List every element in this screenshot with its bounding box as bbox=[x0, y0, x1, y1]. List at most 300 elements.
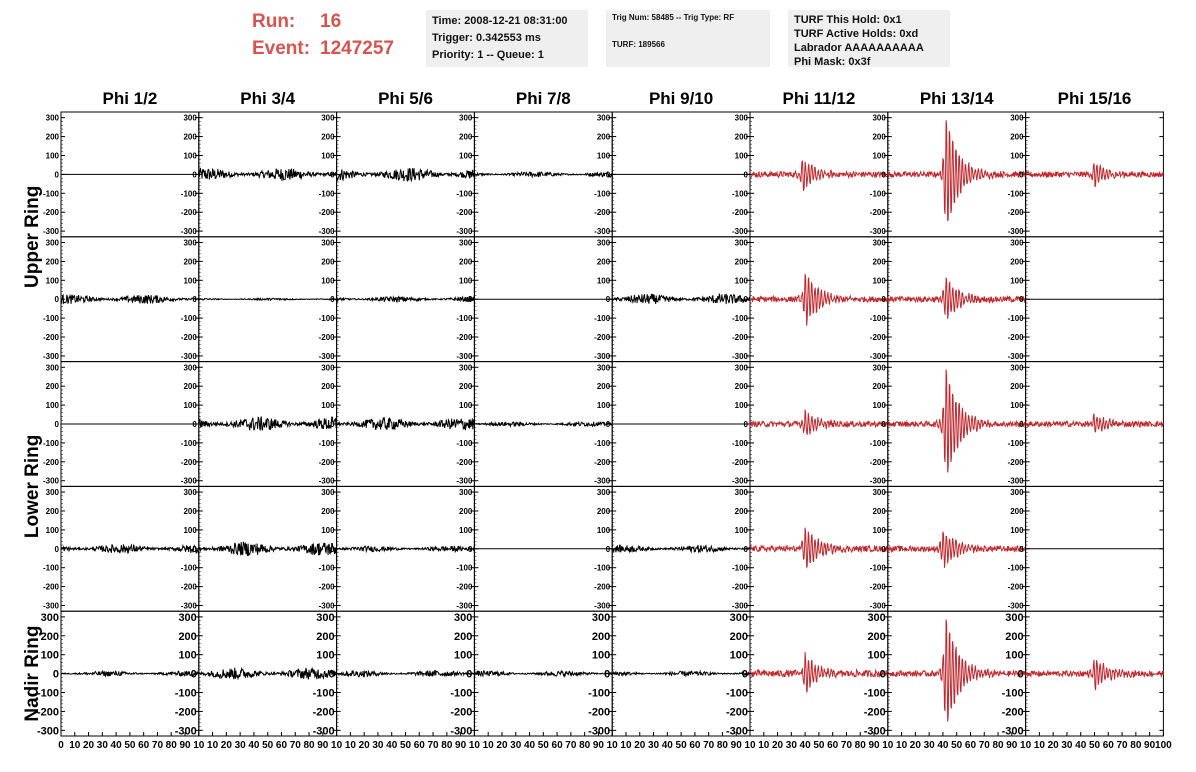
y-tick-label: 300 bbox=[596, 113, 611, 123]
y-tick-label: -200 bbox=[456, 208, 473, 218]
x-tick-label: 40 bbox=[248, 740, 260, 751]
x-tick-label: 10 bbox=[69, 740, 81, 751]
y-tick-label: 200 bbox=[45, 132, 59, 142]
y-tick-label: -200 bbox=[594, 582, 611, 592]
y-tick-label: -300 bbox=[36, 725, 59, 738]
y-tick-label: 100 bbox=[591, 649, 611, 662]
y-tick-label: 100 bbox=[734, 276, 748, 286]
y-tick-label: -100 bbox=[42, 189, 59, 199]
y-tick-label: 100 bbox=[454, 649, 473, 662]
y-tick-label: 100 bbox=[40, 649, 59, 662]
y-tick-label: 200 bbox=[321, 506, 335, 516]
waveform-trace bbox=[750, 161, 888, 191]
y-tick-label: 0 bbox=[1019, 544, 1024, 554]
priority-text: Priority: 1 -- Queue: 1 bbox=[432, 49, 544, 61]
y-tick-label: 300 bbox=[1005, 611, 1024, 624]
x-tick-label: 20 bbox=[82, 740, 95, 751]
y-tick-label: -100 bbox=[731, 438, 748, 448]
y-tick-label: 300 bbox=[321, 488, 335, 498]
y-tick-label: -100 bbox=[180, 189, 197, 199]
y-tick-label: 200 bbox=[872, 382, 886, 392]
y-tick-label: 300 bbox=[316, 611, 335, 624]
y-tick-label: 100 bbox=[734, 151, 748, 161]
y-tick-label: 0 bbox=[1017, 668, 1024, 681]
y-tick-label: 300 bbox=[1010, 363, 1024, 373]
y-tick-label: 200 bbox=[1010, 506, 1024, 516]
y-tick-label: 0 bbox=[192, 295, 197, 305]
y-tick-label: -100 bbox=[594, 563, 611, 573]
y-tick-label: -200 bbox=[1007, 582, 1024, 592]
y-tick-label: 0 bbox=[1019, 420, 1024, 429]
y-tick-label: 0 bbox=[881, 295, 886, 305]
y-tick-label: 100 bbox=[596, 276, 611, 286]
y-tick-label: 300 bbox=[459, 113, 473, 123]
waveform-trace bbox=[337, 168, 475, 181]
y-tick-label: -300 bbox=[594, 601, 611, 611]
y-tick-label: -300 bbox=[594, 351, 611, 361]
y-tick-label: -200 bbox=[725, 706, 748, 719]
y-tick-label: -100 bbox=[594, 189, 611, 199]
y-tick-label: 100 bbox=[321, 151, 335, 161]
y-tick-label: 100 bbox=[596, 401, 611, 411]
y-tick-label: -300 bbox=[1007, 351, 1024, 361]
y-tick-label: -200 bbox=[174, 706, 197, 719]
y-tick-label: -200 bbox=[450, 706, 473, 719]
y-tick-label: -200 bbox=[42, 333, 59, 343]
y-tick-label: -200 bbox=[312, 706, 335, 719]
y-tick-label: -100 bbox=[42, 563, 59, 573]
y-tick-label: -300 bbox=[869, 227, 886, 237]
y-tick-label: 200 bbox=[321, 382, 335, 392]
y-tick-label: 0 bbox=[192, 420, 197, 429]
y-tick-label: 200 bbox=[183, 506, 197, 516]
y-tick-label: 0 bbox=[467, 420, 473, 429]
y-tick-label: 300 bbox=[459, 488, 473, 498]
y-tick-label: 100 bbox=[183, 151, 197, 161]
y-tick-label: 0 bbox=[743, 544, 748, 554]
y-tick-label: 100 bbox=[1010, 525, 1024, 535]
y-tick-label: -200 bbox=[869, 582, 886, 592]
y-tick-label: -300 bbox=[450, 725, 473, 738]
y-tick-label: -200 bbox=[318, 457, 335, 467]
waveform-trace bbox=[199, 298, 337, 300]
y-tick-label: -200 bbox=[731, 333, 748, 343]
x-tick-label: 30 bbox=[96, 740, 108, 751]
x-tick-label: 40 bbox=[937, 740, 949, 751]
y-tick-label: -200 bbox=[1007, 208, 1024, 218]
y-tick-label: -200 bbox=[863, 706, 886, 719]
y-tick-label: 0 bbox=[54, 544, 59, 554]
y-tick-label: -300 bbox=[863, 725, 886, 738]
x-tick-label: 50 bbox=[813, 740, 825, 751]
y-tick-label: -100 bbox=[456, 563, 473, 573]
y-tick-label: 200 bbox=[596, 132, 611, 142]
waveform-trace bbox=[612, 294, 750, 304]
y-tick-label: 0 bbox=[54, 295, 59, 305]
phi-mask-text: Phi Mask: 0x3f bbox=[794, 56, 871, 68]
waveform-trace bbox=[199, 668, 337, 680]
y-tick-label: 200 bbox=[183, 132, 197, 142]
x-tick-label: 70 bbox=[427, 740, 439, 751]
column-title: Phi 13/14 bbox=[919, 89, 994, 108]
y-tick-label: -300 bbox=[588, 725, 611, 738]
y-tick-label: -200 bbox=[42, 208, 59, 218]
waveform-trace bbox=[474, 170, 612, 180]
x-tick-label: 40 bbox=[661, 740, 673, 751]
waveform-trace bbox=[888, 369, 1026, 472]
y-tick-label: 200 bbox=[872, 257, 886, 267]
y-tick-label: 100 bbox=[872, 401, 886, 411]
y-tick-label: 100 bbox=[596, 151, 611, 161]
waveform-trace bbox=[337, 295, 475, 305]
column-title: Phi 1/2 bbox=[102, 89, 158, 108]
x-tick-label: 60 bbox=[1102, 740, 1114, 751]
x-tick-label: 60 bbox=[964, 740, 977, 751]
y-tick-label: -300 bbox=[180, 227, 197, 237]
y-tick-label: 100 bbox=[872, 276, 886, 286]
y-tick-label: 100 bbox=[596, 525, 611, 535]
y-tick-label: -300 bbox=[731, 227, 748, 237]
waveform-trace bbox=[1026, 414, 1164, 432]
y-tick-label: -200 bbox=[731, 457, 748, 467]
x-tick-label: 10 bbox=[1033, 740, 1045, 751]
waveform-trace bbox=[888, 278, 1026, 319]
y-tick-label: 100 bbox=[183, 276, 197, 286]
x-tick-label: 20 bbox=[358, 740, 370, 751]
y-tick-label: -200 bbox=[869, 457, 886, 467]
y-tick-label: -100 bbox=[42, 314, 59, 324]
y-tick-label: 0 bbox=[328, 668, 335, 681]
y-tick-label: 100 bbox=[734, 525, 748, 535]
y-tick-label: 200 bbox=[1005, 630, 1024, 643]
x-tick-label: 0 bbox=[58, 740, 64, 751]
waveform-trace bbox=[1026, 163, 1164, 187]
y-tick-label: -200 bbox=[869, 208, 886, 218]
x-tick-label: 80 bbox=[992, 740, 1004, 751]
y-tick-label: 300 bbox=[734, 488, 748, 498]
x-tick-label: 10 bbox=[482, 740, 494, 751]
y-tick-label: 0 bbox=[743, 420, 748, 429]
y-tick-label: -200 bbox=[180, 208, 197, 218]
y-tick-label: 0 bbox=[192, 544, 197, 554]
x-tick-label: 70 bbox=[1116, 740, 1128, 751]
y-tick-label: 100 bbox=[178, 649, 197, 662]
column-title: Phi 3/4 bbox=[240, 89, 296, 108]
x-tick-label: 50 bbox=[1088, 740, 1101, 751]
y-tick-label: -200 bbox=[42, 457, 59, 467]
x-tick-label: 80 bbox=[165, 740, 177, 751]
y-tick-label: -300 bbox=[180, 476, 197, 486]
y-tick-label: -200 bbox=[456, 582, 473, 592]
waveform-trace bbox=[474, 422, 612, 426]
y-tick-label: -300 bbox=[180, 601, 197, 611]
y-tick-label: 200 bbox=[591, 630, 611, 643]
y-tick-label: 100 bbox=[321, 401, 335, 411]
y-tick-label: -300 bbox=[42, 476, 59, 486]
y-tick-label: -100 bbox=[1007, 563, 1024, 573]
y-tick-label: 200 bbox=[178, 630, 197, 643]
y-tick-label: 0 bbox=[879, 668, 886, 681]
y-tick-label: -300 bbox=[312, 725, 335, 738]
y-tick-label: -200 bbox=[42, 582, 59, 592]
y-tick-label: -200 bbox=[594, 333, 611, 343]
x-tick-label: 50 bbox=[262, 740, 274, 751]
y-tick-label: 0 bbox=[605, 295, 611, 305]
y-tick-label: 100 bbox=[321, 525, 335, 535]
ring-label: Lower Ring bbox=[22, 434, 43, 539]
x-tick-label: 10 bbox=[193, 740, 205, 751]
y-tick-label: -200 bbox=[318, 333, 335, 343]
turf-hold-text: TURF This Hold: 0x1 bbox=[794, 14, 902, 26]
x-tick-label: 40 bbox=[1075, 740, 1087, 751]
y-tick-label: -100 bbox=[318, 563, 335, 573]
x-tick-label: 90 bbox=[1144, 740, 1156, 751]
y-tick-label: 0 bbox=[466, 668, 473, 681]
y-tick-label: -300 bbox=[594, 476, 611, 486]
x-tick-label: 50 bbox=[675, 740, 687, 751]
y-tick-label: 100 bbox=[872, 151, 886, 161]
x-tick-label: 60 bbox=[689, 740, 701, 751]
run-value: 16 bbox=[320, 11, 342, 32]
y-tick-label: 200 bbox=[1010, 132, 1024, 142]
y-tick-label: -100 bbox=[1007, 314, 1024, 324]
x-tick-label: 90 bbox=[455, 740, 467, 751]
x-tick-label: 10 bbox=[468, 740, 480, 751]
y-tick-label: 300 bbox=[591, 611, 611, 624]
trig-num-text: Trig Num: 58485 -- Trig Type: RF bbox=[612, 13, 735, 22]
ring-label: Upper Ring bbox=[22, 185, 43, 288]
y-tick-label: 200 bbox=[321, 257, 335, 267]
y-tick-label: 200 bbox=[872, 132, 886, 142]
x-tick-label: 30 bbox=[1061, 740, 1073, 751]
y-tick-label: 100 bbox=[45, 151, 59, 161]
y-tick-label: -200 bbox=[456, 457, 473, 467]
waveform-trace bbox=[337, 417, 475, 430]
y-tick-label: -300 bbox=[731, 476, 748, 486]
y-tick-label: 300 bbox=[321, 238, 335, 248]
y-tick-label: -300 bbox=[725, 725, 748, 738]
x-tick-label: 40 bbox=[386, 740, 398, 751]
y-tick-label: 300 bbox=[1010, 113, 1024, 123]
y-tick-label: 0 bbox=[604, 668, 611, 681]
run-label: Run: bbox=[252, 11, 296, 32]
y-tick-label: -300 bbox=[594, 227, 611, 237]
y-tick-label: 300 bbox=[178, 611, 197, 624]
y-tick-label: 200 bbox=[321, 132, 335, 142]
x-tick-label: 30 bbox=[234, 740, 246, 751]
waveform-trace bbox=[61, 671, 199, 676]
x-tick-label: 20 bbox=[634, 740, 646, 751]
y-tick-label: 300 bbox=[454, 611, 473, 624]
y-tick-label: 100 bbox=[316, 649, 335, 662]
y-tick-label: 100 bbox=[45, 525, 59, 535]
y-tick-label: -300 bbox=[318, 601, 335, 611]
y-tick-label: 300 bbox=[734, 113, 748, 123]
y-tick-label: 0 bbox=[54, 170, 59, 180]
x-tick-label: 60 bbox=[138, 740, 150, 751]
y-tick-label: 200 bbox=[872, 506, 886, 516]
x-tick-label: 10 bbox=[882, 740, 894, 751]
y-tick-label: -100 bbox=[180, 563, 197, 573]
y-tick-label: 200 bbox=[729, 630, 748, 643]
y-tick-label: 300 bbox=[596, 363, 611, 373]
y-tick-label: -200 bbox=[1001, 706, 1024, 719]
x-tick-label: 20 bbox=[220, 740, 232, 751]
y-tick-label: -200 bbox=[731, 582, 748, 592]
y-tick-label: 100 bbox=[183, 525, 197, 535]
y-tick-label: -200 bbox=[594, 457, 611, 467]
y-tick-label: -200 bbox=[456, 333, 473, 343]
waveform-trace bbox=[888, 120, 1026, 221]
y-tick-label: -100 bbox=[594, 314, 611, 324]
turf-text: TURF: 189566 bbox=[612, 40, 665, 49]
y-tick-label: -300 bbox=[1001, 725, 1024, 738]
y-tick-label: 300 bbox=[459, 238, 473, 248]
y-tick-label: 0 bbox=[467, 295, 473, 305]
y-tick-label: 200 bbox=[596, 257, 611, 267]
x-tick-label: 20 bbox=[909, 740, 921, 751]
y-tick-label: -300 bbox=[869, 351, 886, 361]
y-tick-label: -100 bbox=[42, 438, 59, 448]
y-tick-label: -100 bbox=[1007, 189, 1024, 199]
y-tick-label: -100 bbox=[318, 189, 335, 199]
x-tick-label: 30 bbox=[785, 740, 797, 751]
y-tick-label: 300 bbox=[183, 363, 197, 373]
y-tick-label: 200 bbox=[183, 257, 197, 267]
y-tick-label: 0 bbox=[192, 170, 197, 180]
y-tick-label: 0 bbox=[1019, 170, 1024, 180]
y-tick-label: -200 bbox=[36, 706, 59, 719]
y-tick-label: 300 bbox=[45, 238, 59, 248]
y-tick-label: 200 bbox=[183, 382, 197, 392]
x-tick-label: 60 bbox=[551, 740, 563, 751]
x-tick-label: 90 bbox=[179, 740, 191, 751]
y-tick-label: -100 bbox=[869, 438, 886, 448]
waveform-trace bbox=[337, 546, 475, 552]
y-tick-label: 100 bbox=[734, 401, 748, 411]
x-tick-label: 90 bbox=[1006, 740, 1018, 751]
y-tick-label: -100 bbox=[1007, 438, 1024, 448]
y-tick-label: -100 bbox=[456, 189, 473, 199]
y-tick-label: -300 bbox=[174, 725, 197, 738]
y-tick-label: -100 bbox=[869, 314, 886, 324]
x-tick-label: 10 bbox=[620, 740, 632, 751]
waveform-trace bbox=[61, 544, 199, 553]
y-tick-label: -200 bbox=[588, 706, 611, 719]
waveform-trace bbox=[474, 671, 612, 677]
y-tick-label: -100 bbox=[588, 687, 611, 700]
y-tick-label: -100 bbox=[594, 438, 611, 448]
y-tick-label: 300 bbox=[1010, 238, 1024, 248]
y-tick-label: -100 bbox=[725, 687, 748, 700]
y-tick-label: 0 bbox=[54, 420, 59, 429]
y-tick-label: 200 bbox=[459, 132, 473, 142]
y-tick-label: 300 bbox=[321, 363, 335, 373]
x-tick-label: 70 bbox=[840, 740, 853, 751]
x-tick-label: 10 bbox=[1020, 740, 1032, 751]
x-tick-label: 10 bbox=[331, 740, 343, 751]
y-tick-label: 100 bbox=[867, 649, 886, 662]
y-tick-label: 100 bbox=[459, 151, 473, 161]
x-tick-label: 10 bbox=[207, 740, 219, 751]
y-tick-label: -200 bbox=[1007, 333, 1024, 343]
y-tick-label: 100 bbox=[45, 276, 59, 286]
x-tick-label: 10 bbox=[744, 740, 756, 751]
y-tick-label: 300 bbox=[45, 363, 59, 373]
x-tick-label: 40 bbox=[523, 740, 536, 751]
y-tick-label: 200 bbox=[45, 257, 59, 267]
y-tick-label: 100 bbox=[183, 401, 197, 411]
y-tick-label: -100 bbox=[180, 314, 197, 324]
y-tick-label: 300 bbox=[872, 238, 886, 248]
y-tick-label: 100 bbox=[459, 401, 473, 411]
y-tick-label: 300 bbox=[183, 488, 197, 498]
y-tick-label: -300 bbox=[42, 351, 59, 361]
y-tick-label: 300 bbox=[872, 113, 886, 123]
waveform-trace bbox=[199, 168, 337, 181]
y-tick-label: -100 bbox=[36, 687, 59, 700]
x-tick-label: 90 bbox=[592, 740, 604, 751]
x-tick-label: 80 bbox=[303, 740, 315, 751]
y-tick-label: 0 bbox=[1019, 295, 1024, 305]
y-tick-label: -100 bbox=[731, 563, 748, 573]
y-tick-label: -300 bbox=[42, 227, 59, 237]
y-tick-label: 300 bbox=[321, 113, 335, 123]
y-tick-label: 300 bbox=[45, 113, 59, 123]
y-tick-label: 200 bbox=[459, 257, 473, 267]
waveform-trace bbox=[888, 532, 1026, 568]
y-tick-label: 100 bbox=[1010, 151, 1024, 161]
x-tick-label: 80 bbox=[579, 740, 591, 751]
x-tick-label: 10 bbox=[344, 740, 356, 751]
y-tick-label: 0 bbox=[330, 420, 335, 429]
y-tick-label: 100 bbox=[872, 525, 886, 535]
labrador-text: Labrador AAAAAAAAAA bbox=[794, 42, 924, 54]
column-title: Phi 7/8 bbox=[515, 89, 571, 108]
y-tick-label: 300 bbox=[596, 488, 611, 498]
y-tick-label: -100 bbox=[456, 314, 473, 324]
y-tick-label: -100 bbox=[1001, 687, 1024, 700]
x-tick-label: 30 bbox=[510, 740, 522, 751]
y-tick-label: -300 bbox=[42, 601, 59, 611]
y-tick-label: 100 bbox=[1010, 401, 1024, 411]
y-tick-label: 0 bbox=[330, 170, 335, 180]
y-tick-label: -300 bbox=[456, 351, 473, 361]
x-tick-label: 70 bbox=[978, 740, 990, 751]
waveform-trace bbox=[612, 545, 750, 552]
y-tick-label: -300 bbox=[456, 227, 473, 237]
column-title: Phi 9/10 bbox=[648, 89, 714, 108]
x-tick-label: 50 bbox=[537, 740, 549, 751]
ring-label: Nadir Ring bbox=[22, 625, 43, 722]
y-tick-label: -300 bbox=[456, 476, 473, 486]
y-tick-label: 300 bbox=[872, 363, 886, 373]
y-tick-label: 200 bbox=[734, 257, 748, 267]
y-tick-label: 200 bbox=[316, 630, 335, 643]
y-tick-label: -300 bbox=[869, 476, 886, 486]
waveform-trace bbox=[612, 671, 750, 676]
y-tick-label: -100 bbox=[869, 563, 886, 573]
y-tick-label: 200 bbox=[40, 630, 59, 643]
x-tick-label: 80 bbox=[854, 740, 866, 751]
y-tick-label: -100 bbox=[731, 314, 748, 324]
y-tick-label: -100 bbox=[174, 687, 197, 700]
y-tick-label: 300 bbox=[734, 238, 748, 248]
x-tick-label: 40 bbox=[110, 740, 122, 751]
y-tick-label: 0 bbox=[52, 668, 59, 681]
x-tick-label: 100 bbox=[1155, 740, 1172, 751]
x-tick-label: 60 bbox=[413, 740, 425, 751]
